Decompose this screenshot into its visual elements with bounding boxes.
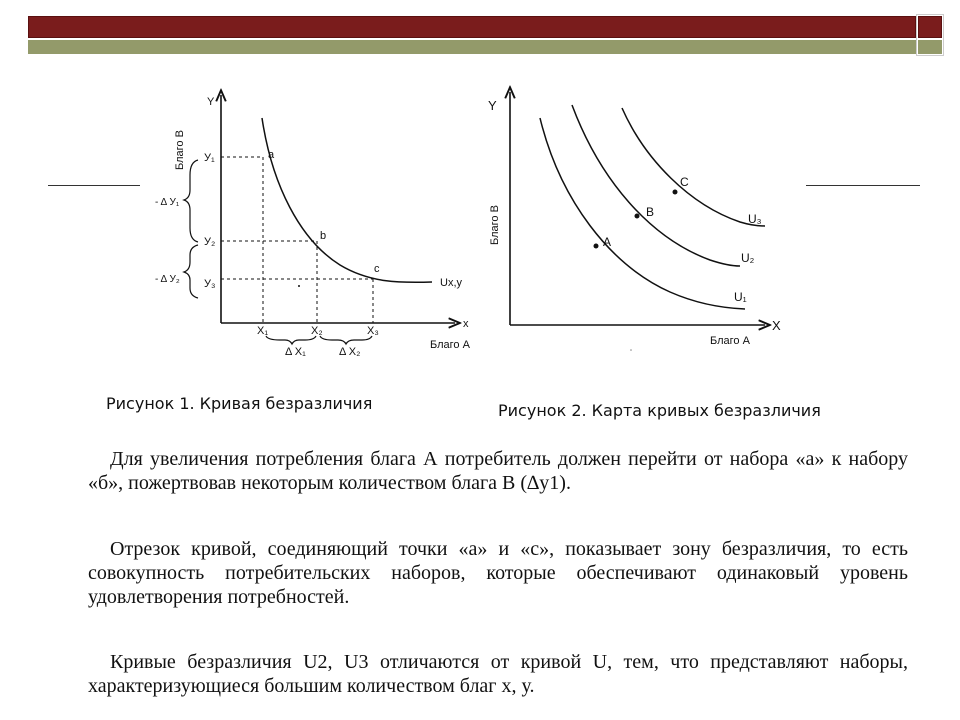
fig2-point-b-dot [635, 214, 640, 219]
fig1-point-b: b [320, 230, 327, 242]
figure1-caption: Рисунок 1. Кривая безразличия [106, 394, 373, 413]
fig2-point-c: C [680, 175, 689, 189]
fig2-curve-u2 [572, 105, 740, 266]
header-corner-light [918, 40, 942, 54]
header-bar-dark [28, 16, 916, 38]
paragraph-1-text: Для увеличения потребления блага А потребитель должен перейти от набора «а» к набору «б», пожертвовав некоторым количеством блага В (∆у1). [88, 448, 908, 494]
fig1-label-x1: X₁ [257, 325, 269, 337]
fig2-label-u1: U₁ [734, 290, 747, 304]
header-corner-dark [918, 16, 942, 38]
fig1-mark [298, 285, 300, 287]
fig1-label-delta-x1: Δ X₁ [285, 346, 306, 358]
fig1-label-x3: X₃ [367, 325, 379, 337]
fig1-brace-dx2 [320, 336, 372, 344]
divider-left [48, 185, 140, 186]
fig2-y-axis-label: Y [488, 98, 497, 113]
fig1-label-delta-y1: - Δ У₁ [155, 197, 180, 208]
fig1-point-c: c [374, 263, 380, 275]
figure1-indifference-curve [140, 85, 500, 375]
fig1-axis-title-x: Благо А [430, 339, 470, 351]
fig1-label-y1: У₁ [204, 152, 215, 164]
fig2-label-u3: U₃ [748, 212, 762, 226]
fig1-brace-dx1 [266, 336, 316, 344]
fig1-axis-title-y: Благо В [174, 130, 186, 170]
fig1-curve-label: Ux,y [440, 277, 462, 289]
fig1-label-x2: X₂ [311, 325, 323, 337]
fig1-label-y2: У₂ [204, 236, 216, 248]
fig2-axis-title-y: Благо В [489, 205, 501, 245]
fig1-brace-dy1 [184, 160, 198, 242]
fig2-curve-u3 [622, 108, 765, 226]
fig1-label-y3: У₃ [204, 278, 216, 290]
paragraph-3-text: Кривые безразличия U2, U3 отличаются от кривой U, тем, что представляют наборы, характеризующиеся большим количеством благ х, у. [88, 651, 908, 697]
fig1-brace-dy2 [184, 245, 198, 298]
fig2-point-c-dot [673, 190, 678, 195]
fig1-x-axis-label: x [463, 318, 469, 330]
paragraph-2-text: Отрезок кривой, соединяющий точки «а» и «с», показывает зону безразличия, то есть совокупность потребительских наборов, которые обеспечивают одинаковый уровень удовлетворения потребностей. [88, 538, 908, 608]
fig2-point-a-dot [594, 244, 599, 249]
header-bar-light [28, 40, 916, 54]
fig2-mark [630, 349, 632, 351]
fig2-point-a: A [603, 235, 612, 249]
divider-right [806, 185, 920, 186]
fig2-curve-u1 [540, 118, 745, 309]
paragraph-2 [88, 537, 908, 609]
fig2-axis-title-x: Благо А [710, 335, 750, 347]
fig1-curve-uxy [262, 118, 432, 282]
fig1-point-a: a [268, 149, 275, 161]
paragraph-1 [88, 447, 908, 495]
fig1-label-delta-x2: Δ X₂ [339, 346, 361, 358]
fig1-y-axis-label: Y [207, 96, 215, 108]
figure2-caption: Рисунок 2. Карта кривых безразличия [498, 401, 821, 420]
fig2-label-u2: U₂ [741, 251, 755, 265]
fig1-label-delta-y2: - Δ У₂ [155, 274, 180, 285]
paragraph-3 [88, 650, 908, 698]
figure2-indifference-map [480, 85, 800, 360]
fig2-x-axis-label: X [772, 318, 781, 333]
fig2-point-b: B [646, 205, 655, 219]
